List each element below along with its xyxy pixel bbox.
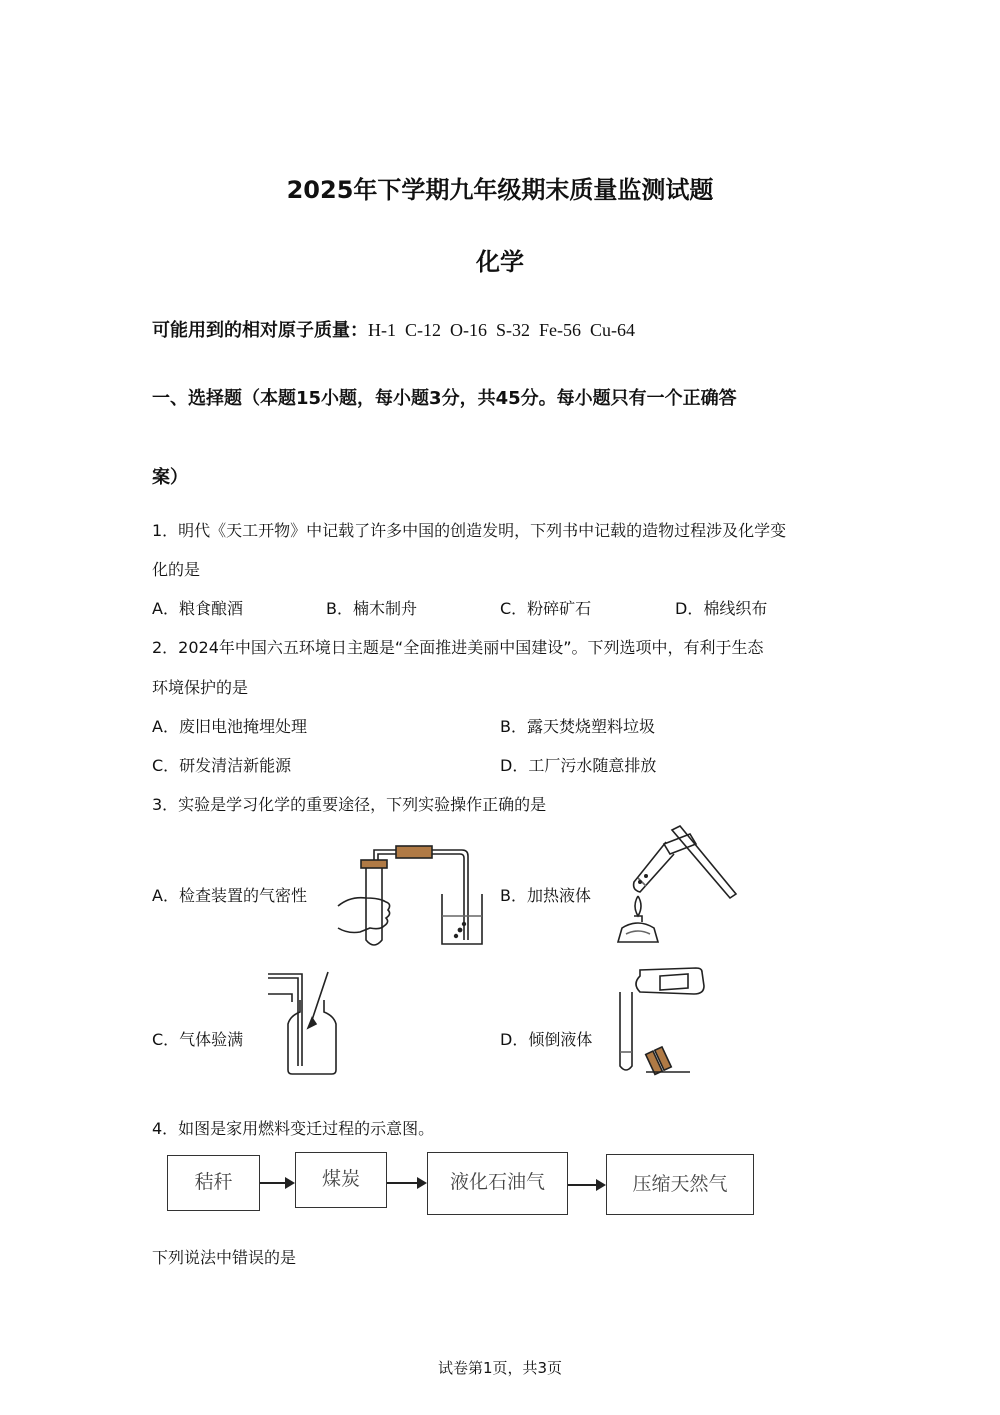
q2-option-c: C．研发清洁新能源 — [152, 756, 292, 775]
q3-option-b: B．加热液体 — [500, 886, 591, 905]
q2-option-b: B．露天焚烧塑料垃圾 — [500, 717, 655, 736]
q2-option-a: A．废旧电池掩埋处理 — [152, 717, 307, 736]
q3-option-a: A．检查装置的气密性 — [152, 886, 307, 905]
flow-arrow-2 — [387, 1182, 425, 1184]
subject-title: 化学 — [476, 248, 524, 276]
q2-option-d: D．工厂污水随意排放 — [500, 756, 657, 775]
heating-liquid-illustration — [610, 824, 745, 952]
question-1-stem-cont: 化的是 — [152, 560, 201, 579]
flow-box-cng: 压缩天然气 — [606, 1154, 754, 1215]
flow-box-straw: 秸秆 — [167, 1155, 260, 1211]
question-1-stem: 1．明代《天工开物》中记载了许多中国的创造发明，下列书中记载的造物过程涉及化学变 — [152, 521, 787, 540]
question-3-stem: 3．实验是学习化学的重要途径，下列实验操作正确的是 — [152, 795, 547, 814]
flow-arrow-3 — [568, 1184, 604, 1186]
question-2-stem: 2．2024年中国六五环境日主题是“全面推进美丽中国建设”。下列选项中，有利于生态 — [152, 638, 764, 657]
q1-option-b: B．楠木制舟 — [326, 599, 417, 618]
airtightness-check-illustration — [330, 840, 490, 952]
atomic-mass-label: 可能用到的相对原子质量： — [152, 320, 368, 341]
q1-option-a: A．粮食酿酒 — [152, 599, 243, 618]
question-2-stem-cont: 环境保护的是 — [152, 678, 249, 697]
section-heading: 一、选择题（本题15小题，每小题3分，共45分。每小题只有一个正确答 — [152, 388, 737, 409]
flow-box-coal: 煤炭 — [295, 1152, 387, 1208]
flow-arrow-1 — [260, 1182, 293, 1184]
q1-option-c: C．粉碎矿石 — [500, 599, 592, 618]
pouring-liquid-illustration — [612, 966, 708, 1078]
flow-box-lpg: 液化石油气 — [427, 1152, 568, 1215]
question-4-stem-cont: 下列说法中错误的是 — [152, 1248, 297, 1267]
page-footer: 试卷第1页，共3页 — [437, 1359, 563, 1377]
gas-collection-check-illustration — [262, 966, 342, 1078]
exam-title: 2025年下学期九年级期末质量监测试题 — [286, 176, 714, 204]
q3-option-c: C．气体验满 — [152, 1030, 244, 1049]
atomic-mass-line — [152, 316, 635, 342]
atomic-mass-values: H-1 C-12 O-16 S-32 Fe-56 Cu-64 — [368, 320, 635, 340]
question-4-stem: 4．如图是家用燃料变迁过程的示意图。 — [152, 1119, 435, 1138]
q1-option-d: D．棉线织布 — [675, 599, 768, 618]
q3-option-d: D．倾倒液体 — [500, 1030, 593, 1049]
section-heading-cont: 案） — [152, 467, 188, 488]
